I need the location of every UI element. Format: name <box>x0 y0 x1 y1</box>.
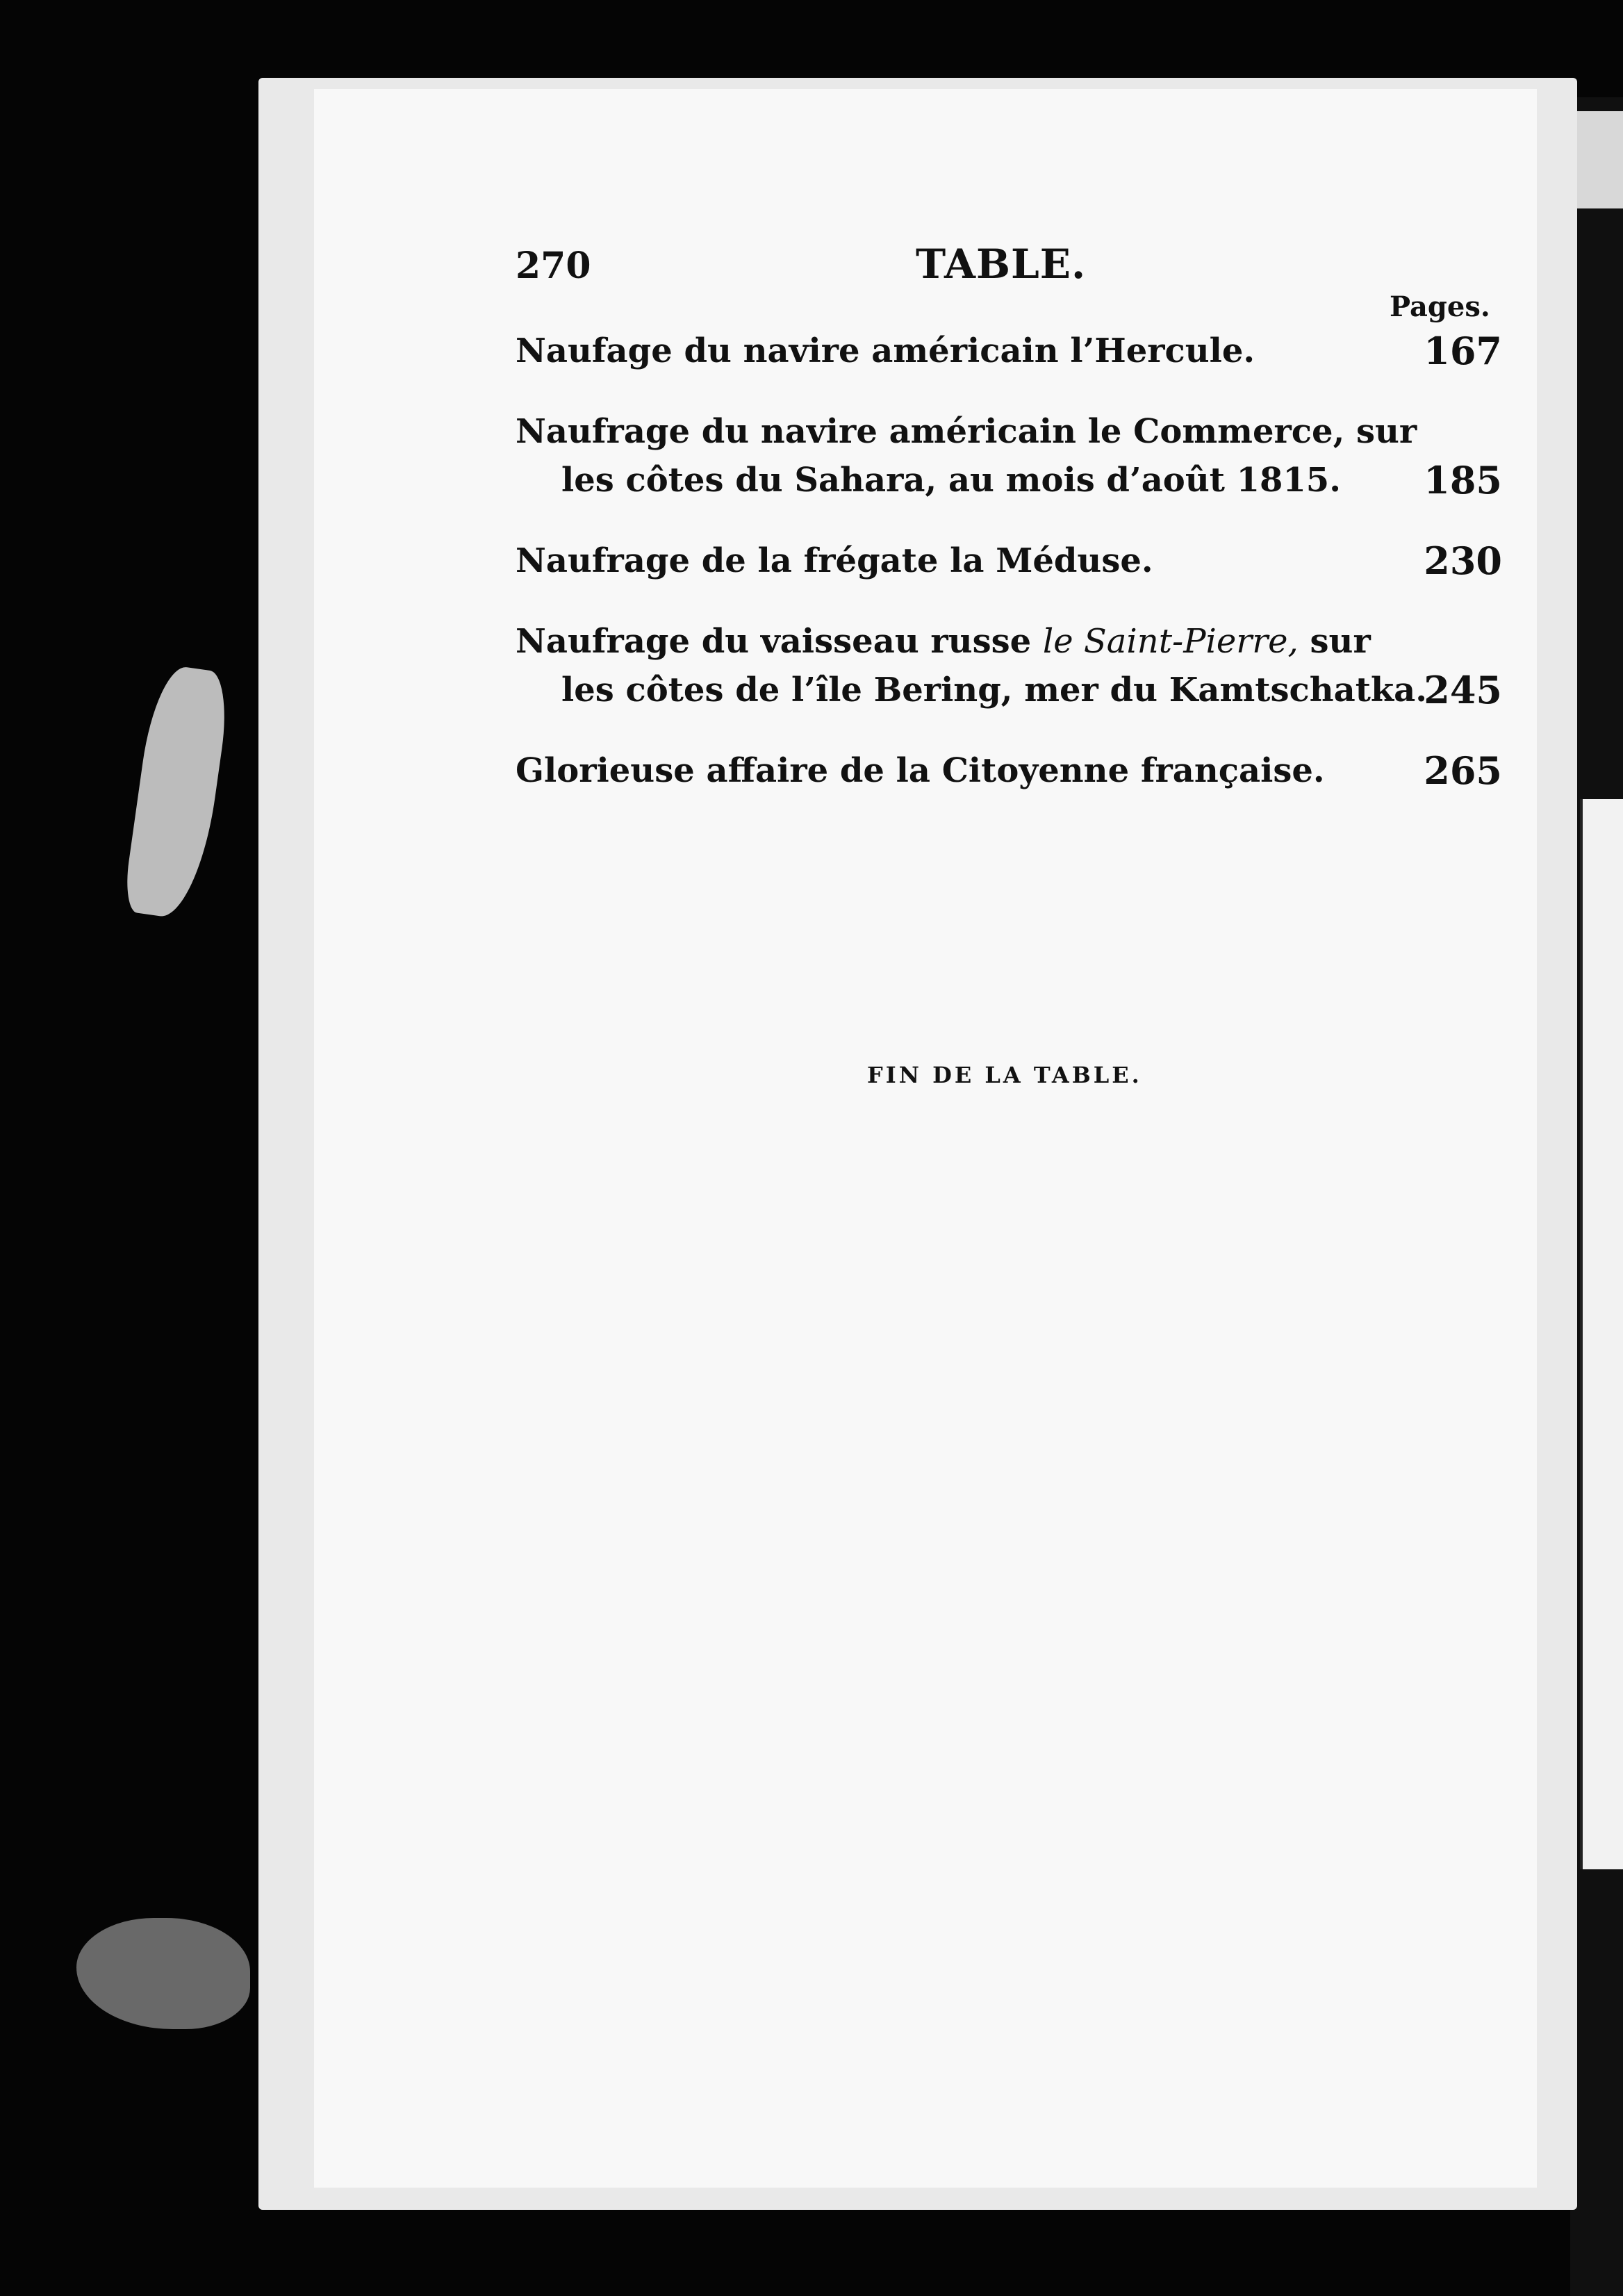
edge-scrap <box>122 663 232 921</box>
adjacent-page-strip <box>1576 111 1623 208</box>
toc-entry-title: Naufrage de la frégate la Méduse. <box>516 541 1153 580</box>
toc-entry-title-start: Naufrage du vaisseau russe <box>516 622 1043 661</box>
toc-entry-page: 167 <box>1424 329 1502 373</box>
toc-entry-page: 185 <box>1424 458 1502 502</box>
toc-entry <box>516 617 1502 714</box>
toc-entry-title <box>516 617 1430 714</box>
pages-column-label: Pages. <box>1390 290 1490 323</box>
toc-entry <box>516 536 1502 585</box>
table-of-contents <box>516 327 1502 827</box>
toc-entry-title: Naufrage du navire américain le Commerce, sur les côtes du Sahara, au mois d’août 1815. <box>516 412 1417 500</box>
toc-entry-title-end: sur les côtes de l’île Bering, mer du Kamtschatka. <box>561 622 1427 710</box>
toc-entry-page: 245 <box>1424 668 1502 712</box>
toc-entry-title: Glorieuse affaire de la Citoyenne française. <box>516 751 1325 790</box>
toc-entry-title: Naufage du navire américain l’Hercule. <box>516 331 1255 370</box>
toc-entry <box>516 746 1502 795</box>
toc-entry <box>516 327 1502 375</box>
toc-entry-title-italic: le Saint-Pierre, <box>1042 622 1299 661</box>
page-number: 270 <box>516 245 591 287</box>
toc-entry <box>516 407 1502 505</box>
toc-entry-page: 230 <box>1424 539 1502 583</box>
end-of-table-note: FIN DE LA TABLE. <box>867 1062 1142 1088</box>
toc-entry-page: 265 <box>1424 748 1502 793</box>
page-title: TABLE. <box>916 240 1087 288</box>
edge-blob <box>76 1918 250 2029</box>
adjacent-page-panel <box>1580 799 1623 1869</box>
